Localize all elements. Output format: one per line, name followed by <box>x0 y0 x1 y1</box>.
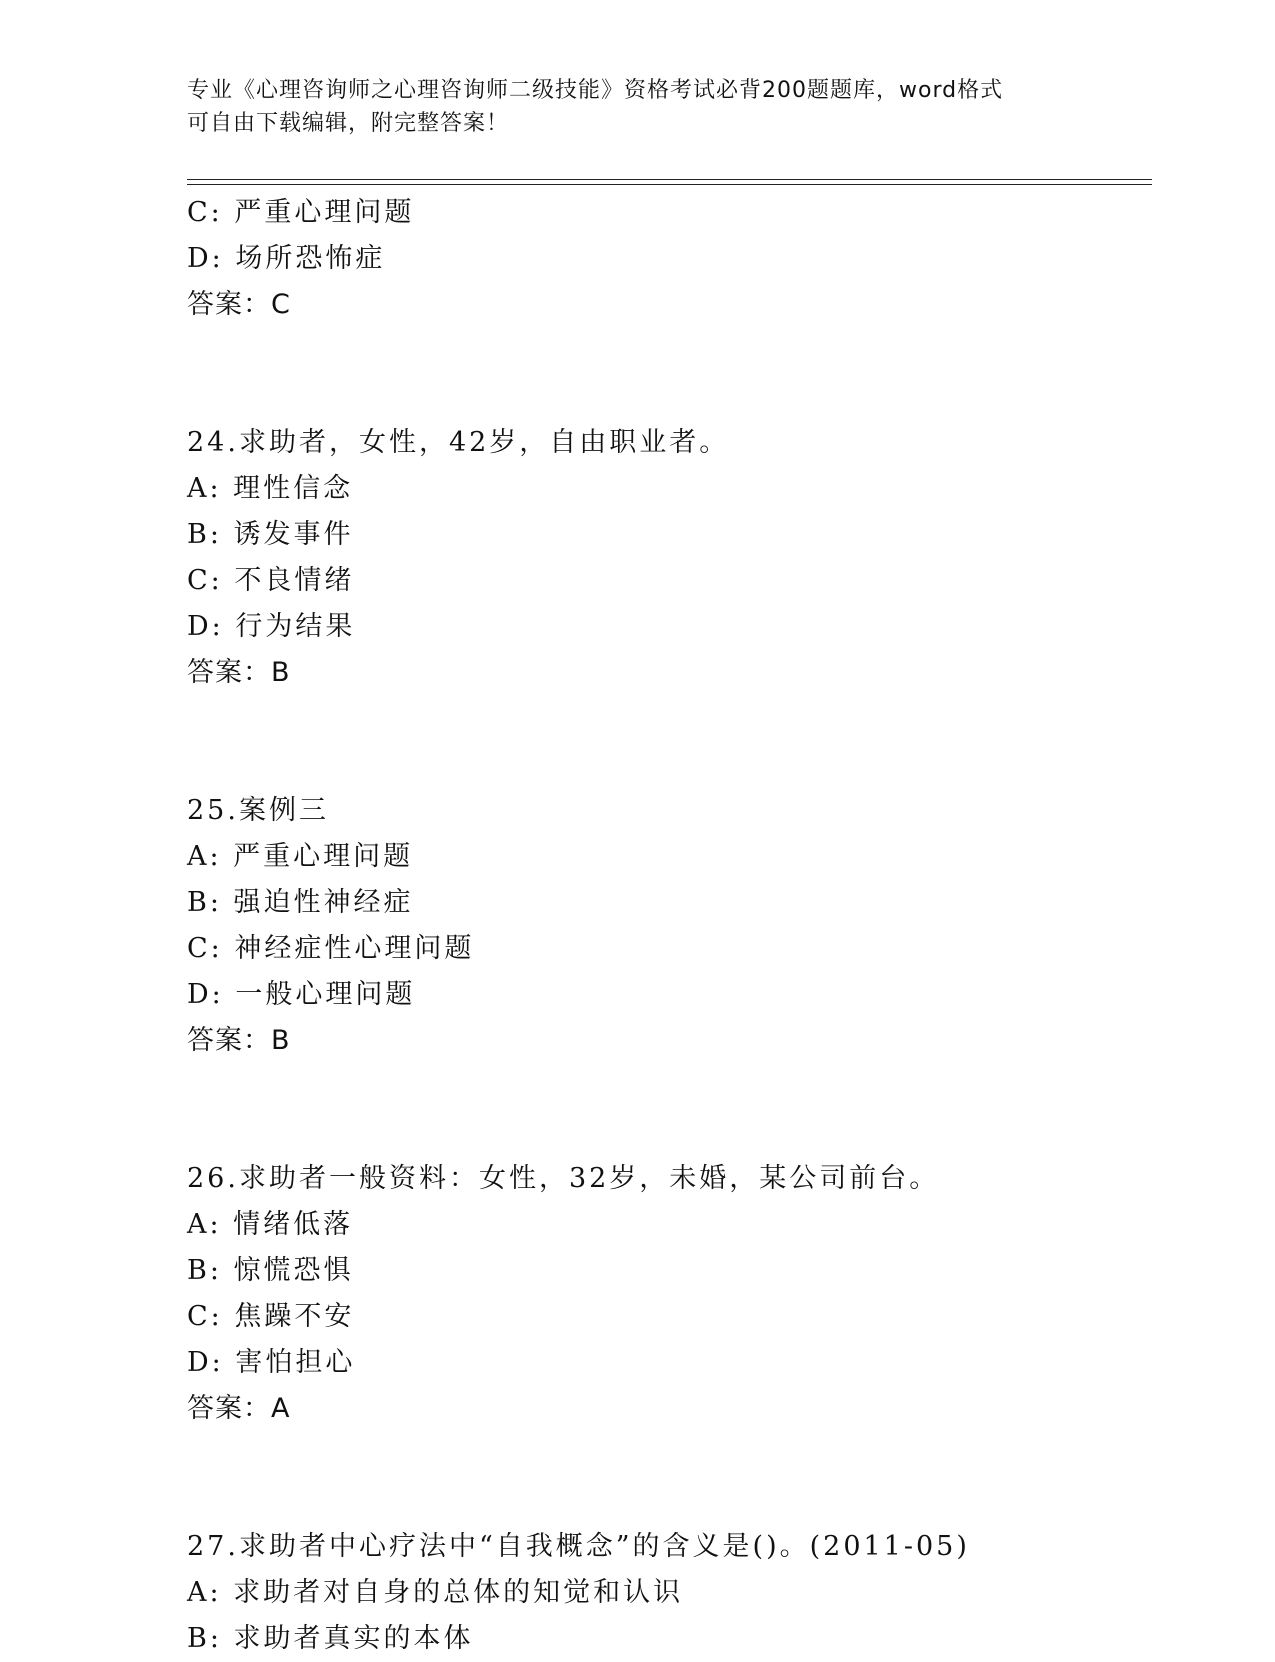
question-stem: 25.案例三 <box>187 795 329 826</box>
header-divider-bottom <box>187 184 1152 185</box>
question-25 <box>187 788 1152 1064</box>
header-line-2: 可自由下载编辑，附完整答案！ <box>187 111 510 136</box>
option-b: B: 惊慌恐惧 <box>187 1255 354 1286</box>
question-stem: 26.求助者一般资料：女性，32岁，未婚，某公司前台。 <box>187 1163 940 1194</box>
option-c: C: 神经症性心理问题 <box>187 933 475 964</box>
option-c: C: 严重心理问题 <box>187 197 415 228</box>
option-d: D: 场所恐怖症 <box>187 243 386 274</box>
option-a: A: 严重心理问题 <box>187 841 414 872</box>
question-list <box>187 190 1152 1662</box>
question-26 <box>187 1156 1152 1432</box>
header-line-1: 专业《心理咨询师之心理咨询师二级技能》资格考试必背200题题库，word格式 <box>187 78 1004 103</box>
question-stem: 27.求助者中心疗法中“自我概念”的含义是()。(2011-05) <box>187 1531 970 1562</box>
option-a: A: 情绪低落 <box>187 1209 354 1240</box>
question-23-continued <box>187 190 1152 328</box>
answer-line: 答案：A <box>187 1393 291 1424</box>
option-a: A: 理性信念 <box>187 473 354 504</box>
option-b: B: 诱发事件 <box>187 519 354 550</box>
question-27 <box>187 1524 1152 1662</box>
answer-line: 答案：C <box>187 289 291 320</box>
answer-line: 答案：B <box>187 1025 291 1056</box>
option-b: B: 求助者真实的本体 <box>187 1623 474 1654</box>
answer-line: 答案：B <box>187 657 291 688</box>
option-d: D: 一般心理问题 <box>187 979 416 1010</box>
option-a: A: 求助者对自身的总体的知觉和认识 <box>187 1577 684 1608</box>
option-c: C: 焦躁不安 <box>187 1301 355 1332</box>
question-24 <box>187 420 1152 696</box>
option-c: C: 不良情绪 <box>187 565 355 596</box>
option-d: D: 行为结果 <box>187 611 356 642</box>
option-d: D: 害怕担心 <box>187 1347 356 1378</box>
header-divider-top <box>187 179 1152 180</box>
document-header <box>187 74 1087 140</box>
question-stem: 24.求助者，女性，42岁，自由职业者。 <box>187 427 730 458</box>
option-b: B: 强迫性神经症 <box>187 887 414 918</box>
